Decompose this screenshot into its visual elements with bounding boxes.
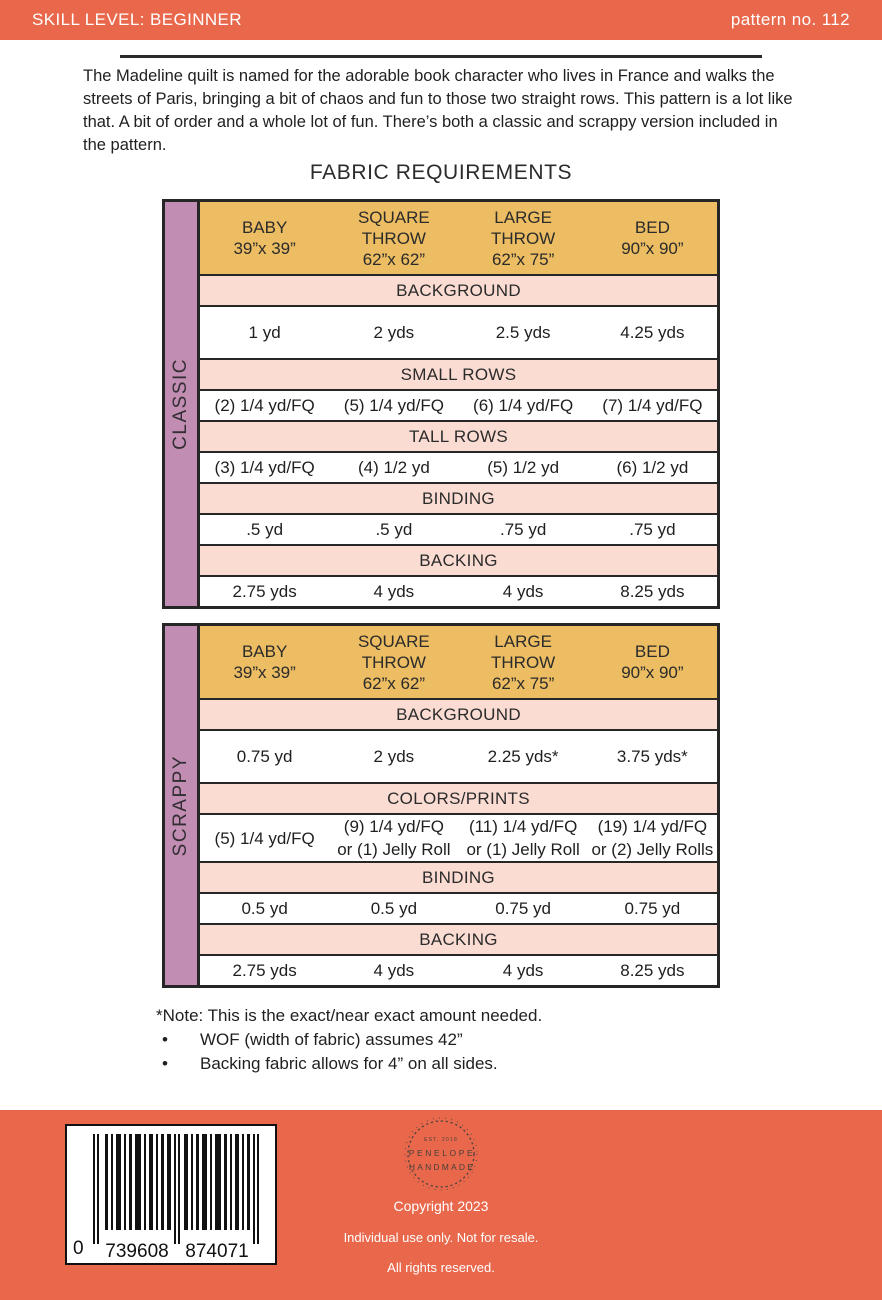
column-header-line: LARGE [494, 631, 552, 651]
rights-text: All rights reserved. [387, 1260, 495, 1275]
value-cell [329, 580, 458, 603]
value-line: 0.75 yd [495, 899, 551, 918]
notes [156, 1004, 726, 1076]
value-cell [588, 580, 717, 603]
usage-text: Individual use only. Not for resale. [343, 1230, 539, 1245]
logo-name-line2: HANDMADE [408, 1162, 476, 1172]
value-cell [459, 815, 588, 861]
value-cell [200, 518, 329, 541]
bullet-glyph: • [162, 1054, 168, 1073]
column-header-line: 62”x 75” [491, 249, 555, 269]
value-line: 0.5 yd [241, 899, 288, 918]
intro-paragraph: The Madeline quilt is named for the adorable book character who lives in France and walks the streets of Paris, bringing a bit of chaos and fun to those two straight rows. This pattern is a lot like that. A bit of order and a whole lot of fun. There’s both a classic and scrappy version included in the pattern. [83, 67, 793, 154]
value-cell [459, 456, 588, 479]
value-cell [329, 897, 458, 920]
value-line: (7) 1/4 yd/FQ [602, 396, 703, 415]
value-cell [200, 321, 329, 344]
value-cell [329, 394, 458, 417]
column-header-line: BED [634, 642, 670, 661]
value-line: 4 yds [373, 961, 415, 980]
column-header-line: THROW [491, 652, 556, 672]
value-row [200, 731, 717, 782]
column-header [200, 626, 329, 698]
section-header-row: BACKING [200, 923, 717, 956]
barcode-group1: 739608 [105, 1241, 169, 1262]
classic-table [162, 199, 720, 609]
column-header-line: BED [634, 218, 670, 237]
classic-side-strip [165, 202, 200, 606]
column-header-line: SQUARE [357, 631, 430, 651]
value-cell [200, 745, 329, 768]
column-header [588, 626, 717, 698]
value-line: (11) 1/4 yd/FQ [468, 817, 578, 836]
section-header-row: SMALL ROWS [200, 358, 717, 391]
skill-level-label: SKILL LEVEL: BEGINNER [32, 10, 242, 29]
column-header [459, 626, 588, 698]
value-cell [459, 394, 588, 417]
value-line: (9) 1/4 yd/FQ [343, 817, 444, 836]
scrappy-grid [200, 626, 717, 985]
value-cell [329, 745, 458, 768]
value-line: 2 yds [373, 747, 415, 766]
value-cell [588, 518, 717, 541]
value-line: 8.25 yds [620, 582, 685, 601]
value-line: 1 yd [248, 323, 281, 342]
value-line: 2 yds [373, 323, 415, 342]
value-line: or (1) Jelly Roll [466, 840, 580, 859]
value-cell [588, 321, 717, 344]
section-header-row: TALL ROWS [200, 420, 717, 453]
logo-est-text: EST. 2018 [424, 1137, 458, 1143]
value-row [200, 515, 717, 544]
fabric-tables [0, 199, 882, 988]
value-cell [588, 456, 717, 479]
value-line: 0.75 yd [624, 899, 681, 918]
logo-name-line1: PENELOPE [408, 1148, 476, 1158]
value-cell [329, 959, 458, 982]
value-cell [588, 394, 717, 417]
column-header-line: BABY [241, 218, 288, 237]
value-row [200, 577, 717, 606]
section-header-row: COLORS/PRINTS [200, 782, 717, 815]
value-line: 2.5 yds [495, 323, 551, 342]
value-cell [200, 456, 329, 479]
value-line: 3.75 yds* [616, 747, 688, 766]
top-banner [0, 0, 882, 40]
value-line: 4.25 yds [620, 323, 685, 342]
value-cell [329, 321, 458, 344]
column-header-row [200, 626, 717, 698]
value-line: (5) 1/4 yd/FQ [343, 396, 444, 415]
section-header-row: BACKING [200, 544, 717, 577]
value-line: (19) 1/4 yd/FQ [597, 817, 708, 836]
column-header-line: 90”x 90” [621, 663, 684, 682]
column-header [459, 202, 588, 274]
column-header-line: 39”x 39” [233, 663, 296, 682]
column-header-line: BABY [241, 642, 288, 661]
value-cell [459, 745, 588, 768]
scrappy-side-label: SCRAPPY [170, 754, 191, 857]
column-header-line: THROW [361, 228, 426, 248]
value-line: .75 yd [629, 520, 676, 539]
column-header [329, 626, 458, 698]
barcode-left-digit: 0 [73, 1238, 84, 1259]
value-line: (6) 1/4 yd/FQ [473, 396, 574, 415]
value-line: 8.25 yds [620, 961, 685, 980]
value-line: 2.75 yds [232, 961, 297, 980]
scrappy-side-strip [165, 626, 200, 985]
value-line: 0.75 yd [236, 747, 293, 766]
value-line: 2.25 yds* [487, 747, 559, 766]
value-cell [200, 580, 329, 603]
column-header-line: 62”x 62” [362, 673, 426, 693]
value-cell [329, 456, 458, 479]
value-cell [588, 959, 717, 982]
value-cell [200, 827, 329, 850]
column-header-line: THROW [361, 652, 426, 672]
column-header-line: SQUARE [357, 207, 430, 227]
barcode-group2: 874071 [185, 1241, 249, 1262]
note-bullets [156, 1028, 726, 1076]
value-cell [459, 518, 588, 541]
value-line: 4 yds [373, 582, 415, 601]
section-header-row: BINDING [200, 482, 717, 515]
column-header-line: LARGE [494, 207, 552, 227]
note-bullet-text: WOF (width of fabric) assumes 42” [200, 1030, 463, 1049]
column-header [200, 202, 329, 274]
note-bullet-text: Backing fabric allows for 4” on all sides. [200, 1054, 498, 1073]
value-cell [459, 321, 588, 344]
copyright-text: Copyright 2023 [393, 1198, 489, 1214]
column-header-line: THROW [491, 228, 556, 248]
value-cell [200, 897, 329, 920]
value-line: (6) 1/2 yd [616, 458, 689, 477]
note-bullet [156, 1028, 726, 1052]
value-line: (3) 1/4 yd/FQ [214, 458, 315, 477]
column-header [588, 202, 717, 274]
value-line: 0.5 yd [370, 899, 418, 918]
value-cell [459, 897, 588, 920]
value-cell [459, 580, 588, 603]
value-line: 2.75 yds [232, 582, 297, 601]
value-line: .5 yd [375, 520, 413, 539]
value-cell [329, 518, 458, 541]
scrappy-table [162, 623, 720, 988]
column-header-row [200, 202, 717, 274]
value-row [200, 956, 717, 985]
value-line: .5 yd [246, 520, 284, 539]
column-header-line: 39”x 39” [233, 239, 296, 258]
value-line: (4) 1/2 yd [357, 458, 430, 477]
classic-grid [200, 202, 717, 606]
value-cell [459, 959, 588, 982]
value-line: or (2) Jelly Rolls [591, 840, 714, 859]
value-cell [588, 815, 717, 861]
value-cell [200, 959, 329, 982]
value-line: .75 yd [499, 520, 547, 539]
value-cell [588, 897, 717, 920]
value-line: 4 yds [502, 582, 544, 601]
column-header [329, 202, 458, 274]
column-header-line: 90”x 90” [621, 239, 684, 258]
value-cell [200, 394, 329, 417]
pattern-number: pattern no. 112 [730, 10, 850, 29]
wreath-icon [381, 1116, 501, 1196]
column-header-line: 62”x 62” [362, 249, 426, 269]
value-line: or (1) Jelly Roll [337, 840, 451, 859]
value-line: (5) 1/4 yd/FQ [214, 828, 315, 848]
section-header-row: BACKGROUND [200, 698, 717, 731]
value-row [200, 815, 717, 861]
title-divider [120, 55, 762, 58]
value-row [200, 894, 717, 923]
fabric-requirements-title: FABRIC REQUIREMENTS [309, 161, 573, 184]
footer-banner [0, 1110, 882, 1300]
value-cell [588, 745, 717, 768]
value-cell [329, 815, 458, 861]
logo [381, 1116, 501, 1201]
value-line: (5) 1/2 yd [487, 458, 560, 477]
classic-side-label: CLASSIC [170, 358, 191, 450]
section-header-row: BACKGROUND [200, 274, 717, 307]
note-bullet [156, 1052, 726, 1076]
value-row [200, 307, 717, 358]
bullet-glyph: • [162, 1030, 168, 1049]
value-line: 4 yds [502, 961, 544, 980]
value-line: (2) 1/4 yd/FQ [214, 396, 315, 415]
column-header-line: 62”x 75” [491, 673, 555, 693]
value-row [200, 453, 717, 482]
value-row [200, 391, 717, 420]
section-header-row: BINDING [200, 861, 717, 894]
note-asterisk-line: *Note: This is the exact/near exact amount needed. [156, 1006, 543, 1025]
